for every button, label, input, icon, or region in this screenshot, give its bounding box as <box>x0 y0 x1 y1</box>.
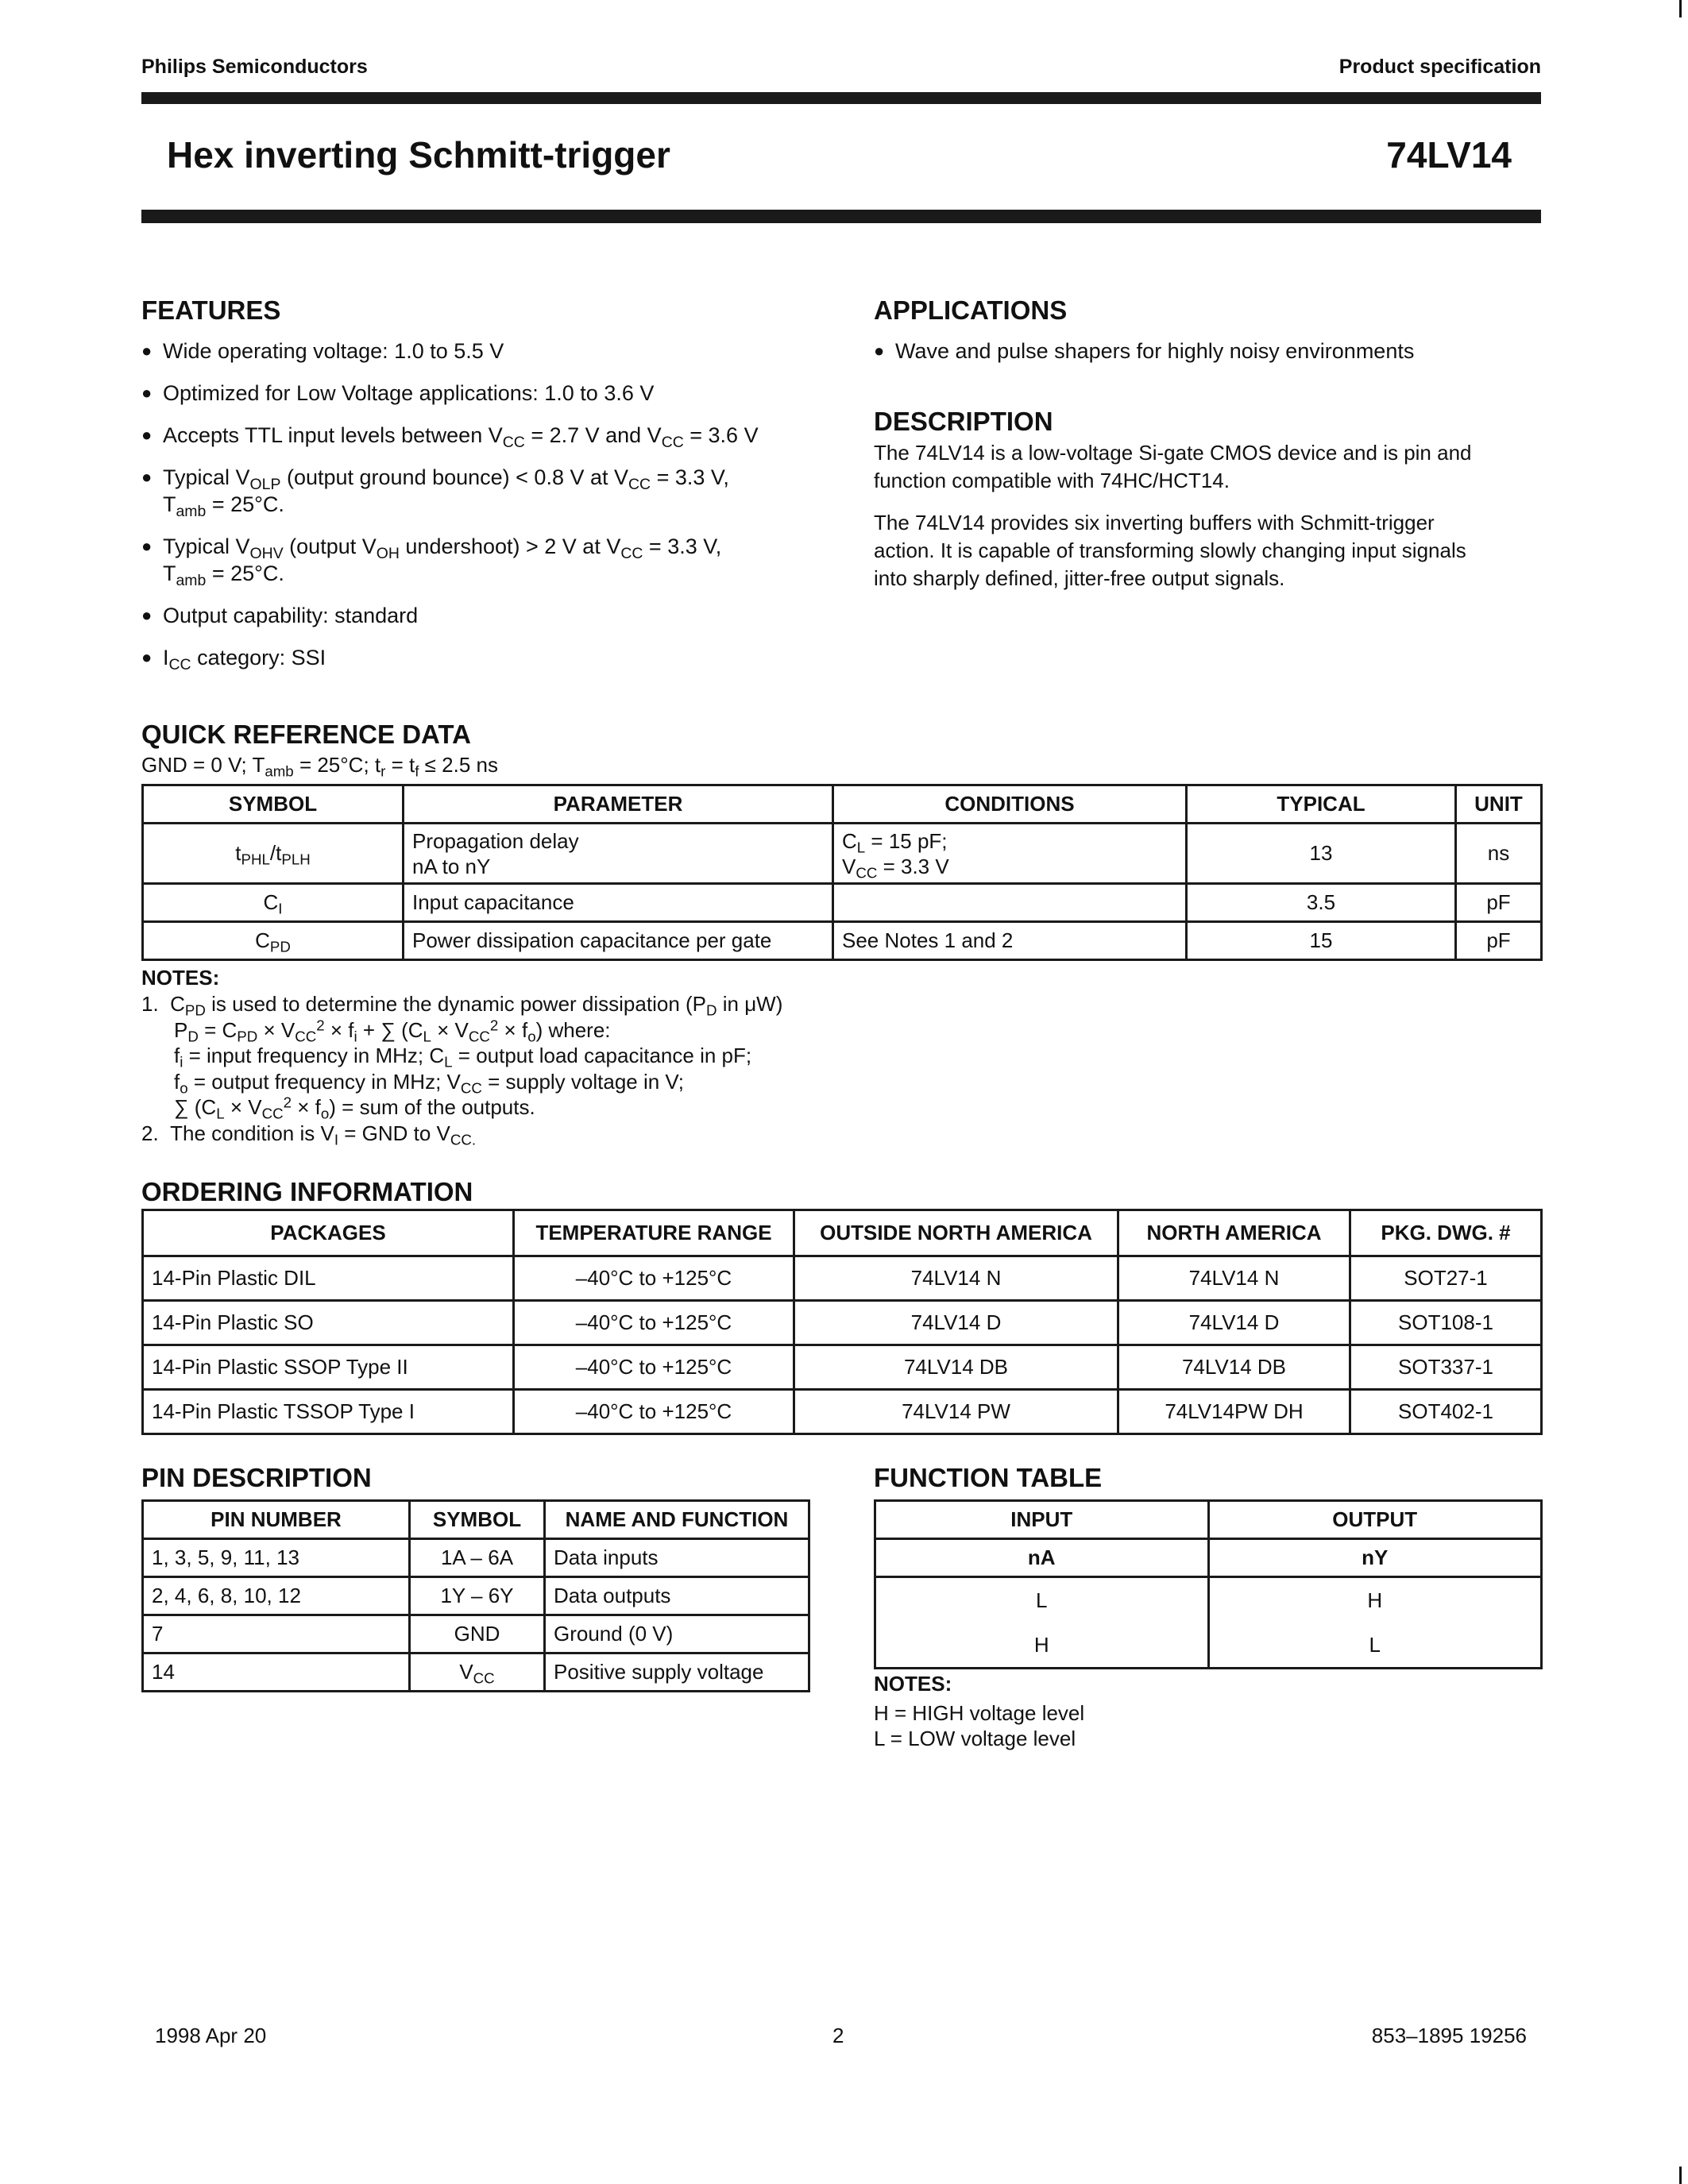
table-row: 14-Pin Plastic DIL –40°C to +125°C 74LV14 N 74LV14 N SOT27-1 <box>143 1256 1542 1301</box>
parameter-cell: Propagation delay nA to nY <box>404 824 833 884</box>
note-line: $f_o$ = output frequency in MHz; $V_{CC}$ = supply voltage in V; <box>174 1069 685 1097</box>
company-name: Philips Semiconductors <box>141 56 368 78</box>
quick-reference-heading: QUICK REFERENCE DATA <box>141 720 471 749</box>
symbol-cell: $t_{PHL}/t_{PLH}$ <box>143 824 404 884</box>
quick-reference-notes <box>141 991 782 1146</box>
applications-heading: APPLICATIONS <box>874 295 1068 325</box>
header-rule-bottom <box>141 210 1541 223</box>
list-item: ● Typical $V_{OHV}$ (output $V_{OH}$ undershoot) > 2 V at $V_{CC} = 3.3$ V, $T_{amb} = 25^\circ C$. <box>141 533 809 587</box>
table-row <box>143 884 1542 922</box>
list-item: ● Wave and pulse shapers for highly noisy environments <box>874 338 1541 365</box>
note-line: 1. $C_{PD}$ is used to determine the dynamic power dissipation ($P_D$ in μW) <box>141 992 783 1019</box>
parameter-cell: Power dissipation capacitance per gate <box>404 922 833 960</box>
note-line: $P_D = C_{PD} \times V_{CC}^2 \times f_i$ + ∑ $(C_L \times V_{CC}^2 \times f_o)$ where: <box>174 1017 611 1045</box>
description-paragraph-2: The 74LV14 provides six inverting buffers with Schmitt-trigger action. It is capable of transforming slowly changing input signals into sharply defined, jitter-free output signals. <box>874 511 1466 590</box>
list-item: ● Accepts TTL input levels between $V_{CC} = 2.7$ V and $V_{CC} = 3.6$ V <box>141 422 809 449</box>
symbol-cell: $C_{PD}$ <box>143 922 404 960</box>
ordering-heading: ORDERING INFORMATION <box>141 1177 473 1206</box>
table-row: 14-Pin Plastic SO –40°C to +125°C 74LV14 D 74LV14 D SOT108-1 <box>143 1301 1542 1345</box>
table-row: 2, 4, 6, 8, 10, 12 1Y – 6Y Data outputs <box>143 1577 809 1615</box>
table-header-row: PACKAGES TEMPERATURE RANGE OUTSIDE NORTH AMERICA NORTH AMERICA PKG. DWG. # <box>143 1210 1542 1256</box>
table-row: 1, 3, 5, 9, 11, 13 1A – 6A Data inputs <box>143 1539 809 1577</box>
table-row: 14 $V_{CC}$ Positive supply voltage <box>143 1653 809 1692</box>
features-list <box>141 338 809 671</box>
description-heading: DESCRIPTION <box>874 407 1053 436</box>
table-row: 14-Pin Plastic TSSOP Type I –40°C to +125°C 74LV14 PW 74LV14PW DH SOT402-1 <box>143 1390 1542 1434</box>
pin-description-heading: PIN DESCRIPTION <box>141 1463 372 1492</box>
function-table-heading: FUNCTION TABLE <box>874 1463 1103 1492</box>
pin-description-table <box>141 1499 810 1692</box>
function-notes-heading: NOTES: <box>874 1672 952 1696</box>
table-row <box>143 922 1542 960</box>
table-subheader-row: nA nY <box>875 1539 1542 1577</box>
function-table <box>874 1499 1543 1669</box>
part-number: 74LV14 <box>1386 134 1512 176</box>
parameter-cell: Input capacitance <box>404 884 833 922</box>
unit-cell: pF <box>1456 884 1542 922</box>
list-item: ● $I_{CC}$ category: SSI <box>141 644 809 671</box>
table-header-row: PIN NUMBER SYMBOL NAME AND FUNCTION <box>143 1501 809 1539</box>
typical-cell: 3.5 <box>1187 884 1456 922</box>
quick-reference-conditions: GND = 0 V; $T_{amb} = 25^\circ C$; $t_r = t_f \le 2.5$ ns <box>141 753 498 780</box>
list-item: ● Wide operating voltage: 1.0 to 5.5 V <box>141 338 809 365</box>
note-line: 2. The condition is $V_I$ = GND to $V_{CC.}$ <box>141 1121 477 1148</box>
table-row: 14-Pin Plastic SSOP Type II –40°C to +125°C 74LV14 DB 74LV14 DB SOT337-1 <box>143 1345 1542 1390</box>
conditions-cell: $C_L = 15$ pF; $V_{CC} = 3.3$ V <box>833 824 1187 884</box>
document-type: Product specification <box>1338 56 1541 78</box>
footer-code: 853–1895 19256 <box>1371 2024 1527 2047</box>
table-header-row: INPUT OUTPUT <box>875 1501 1542 1539</box>
list-item: ● Typical $V_{OLP}$ (output ground bounce) < 0.8 V at $V_{CC} = 3.3$ V, $T_{amb} = 25^\circ C$. <box>141 464 809 518</box>
function-notes: H = HIGH voltage level L = LOW voltage level <box>874 1701 1085 1750</box>
list-item: ● Output capability: standard <box>141 602 809 629</box>
page-title: Hex inverting Schmitt-trigger <box>167 134 670 176</box>
notes-heading: NOTES: <box>141 966 220 990</box>
footer-date: 1998 Apr 20 <box>155 2024 267 2047</box>
unit-cell: pF <box>1456 922 1542 960</box>
crop-mark <box>1679 0 1682 17</box>
table-header-row: SYMBOL PARAMETER CONDITIONS TYPICAL UNIT <box>143 785 1542 824</box>
typical-cell: 13 <box>1187 824 1456 884</box>
note-line: $f_i$ = input frequency in MHz; $C_L$ = output load capacitance in pF; <box>174 1044 752 1071</box>
typical-cell: 15 <box>1187 922 1456 960</box>
unit-cell: ns <box>1456 824 1542 884</box>
symbol-cell: $C_I$ <box>143 884 404 922</box>
crop-mark <box>1679 2167 1682 2184</box>
list-item: ● Optimized for Low Voltage applications: 1.0 to 3.6 V <box>141 380 809 407</box>
page-number: 2 <box>832 2024 844 2047</box>
description-paragraph-1: The 74LV14 is a low-voltage Si-gate CMOS device and is pin and function compatible with 74HC/HCT14. <box>874 441 1472 492</box>
table-row: 7 GND Ground (0 V) <box>143 1615 809 1653</box>
ordering-table <box>141 1209 1543 1435</box>
conditions-cell: See Notes 1 and 2 <box>833 922 1187 960</box>
features-heading: FEATURES <box>141 295 281 325</box>
applications-list <box>874 338 1541 365</box>
note-line: ∑ $(C_L \times V_{CC}^2 \times f_o)$ = sum of the outputs. <box>174 1094 535 1122</box>
table-row <box>143 824 1542 884</box>
quick-reference-table <box>141 784 1543 961</box>
conditions-cell <box>833 884 1187 922</box>
header-rule-top <box>141 92 1541 104</box>
table-row: L H H L <box>875 1577 1542 1669</box>
